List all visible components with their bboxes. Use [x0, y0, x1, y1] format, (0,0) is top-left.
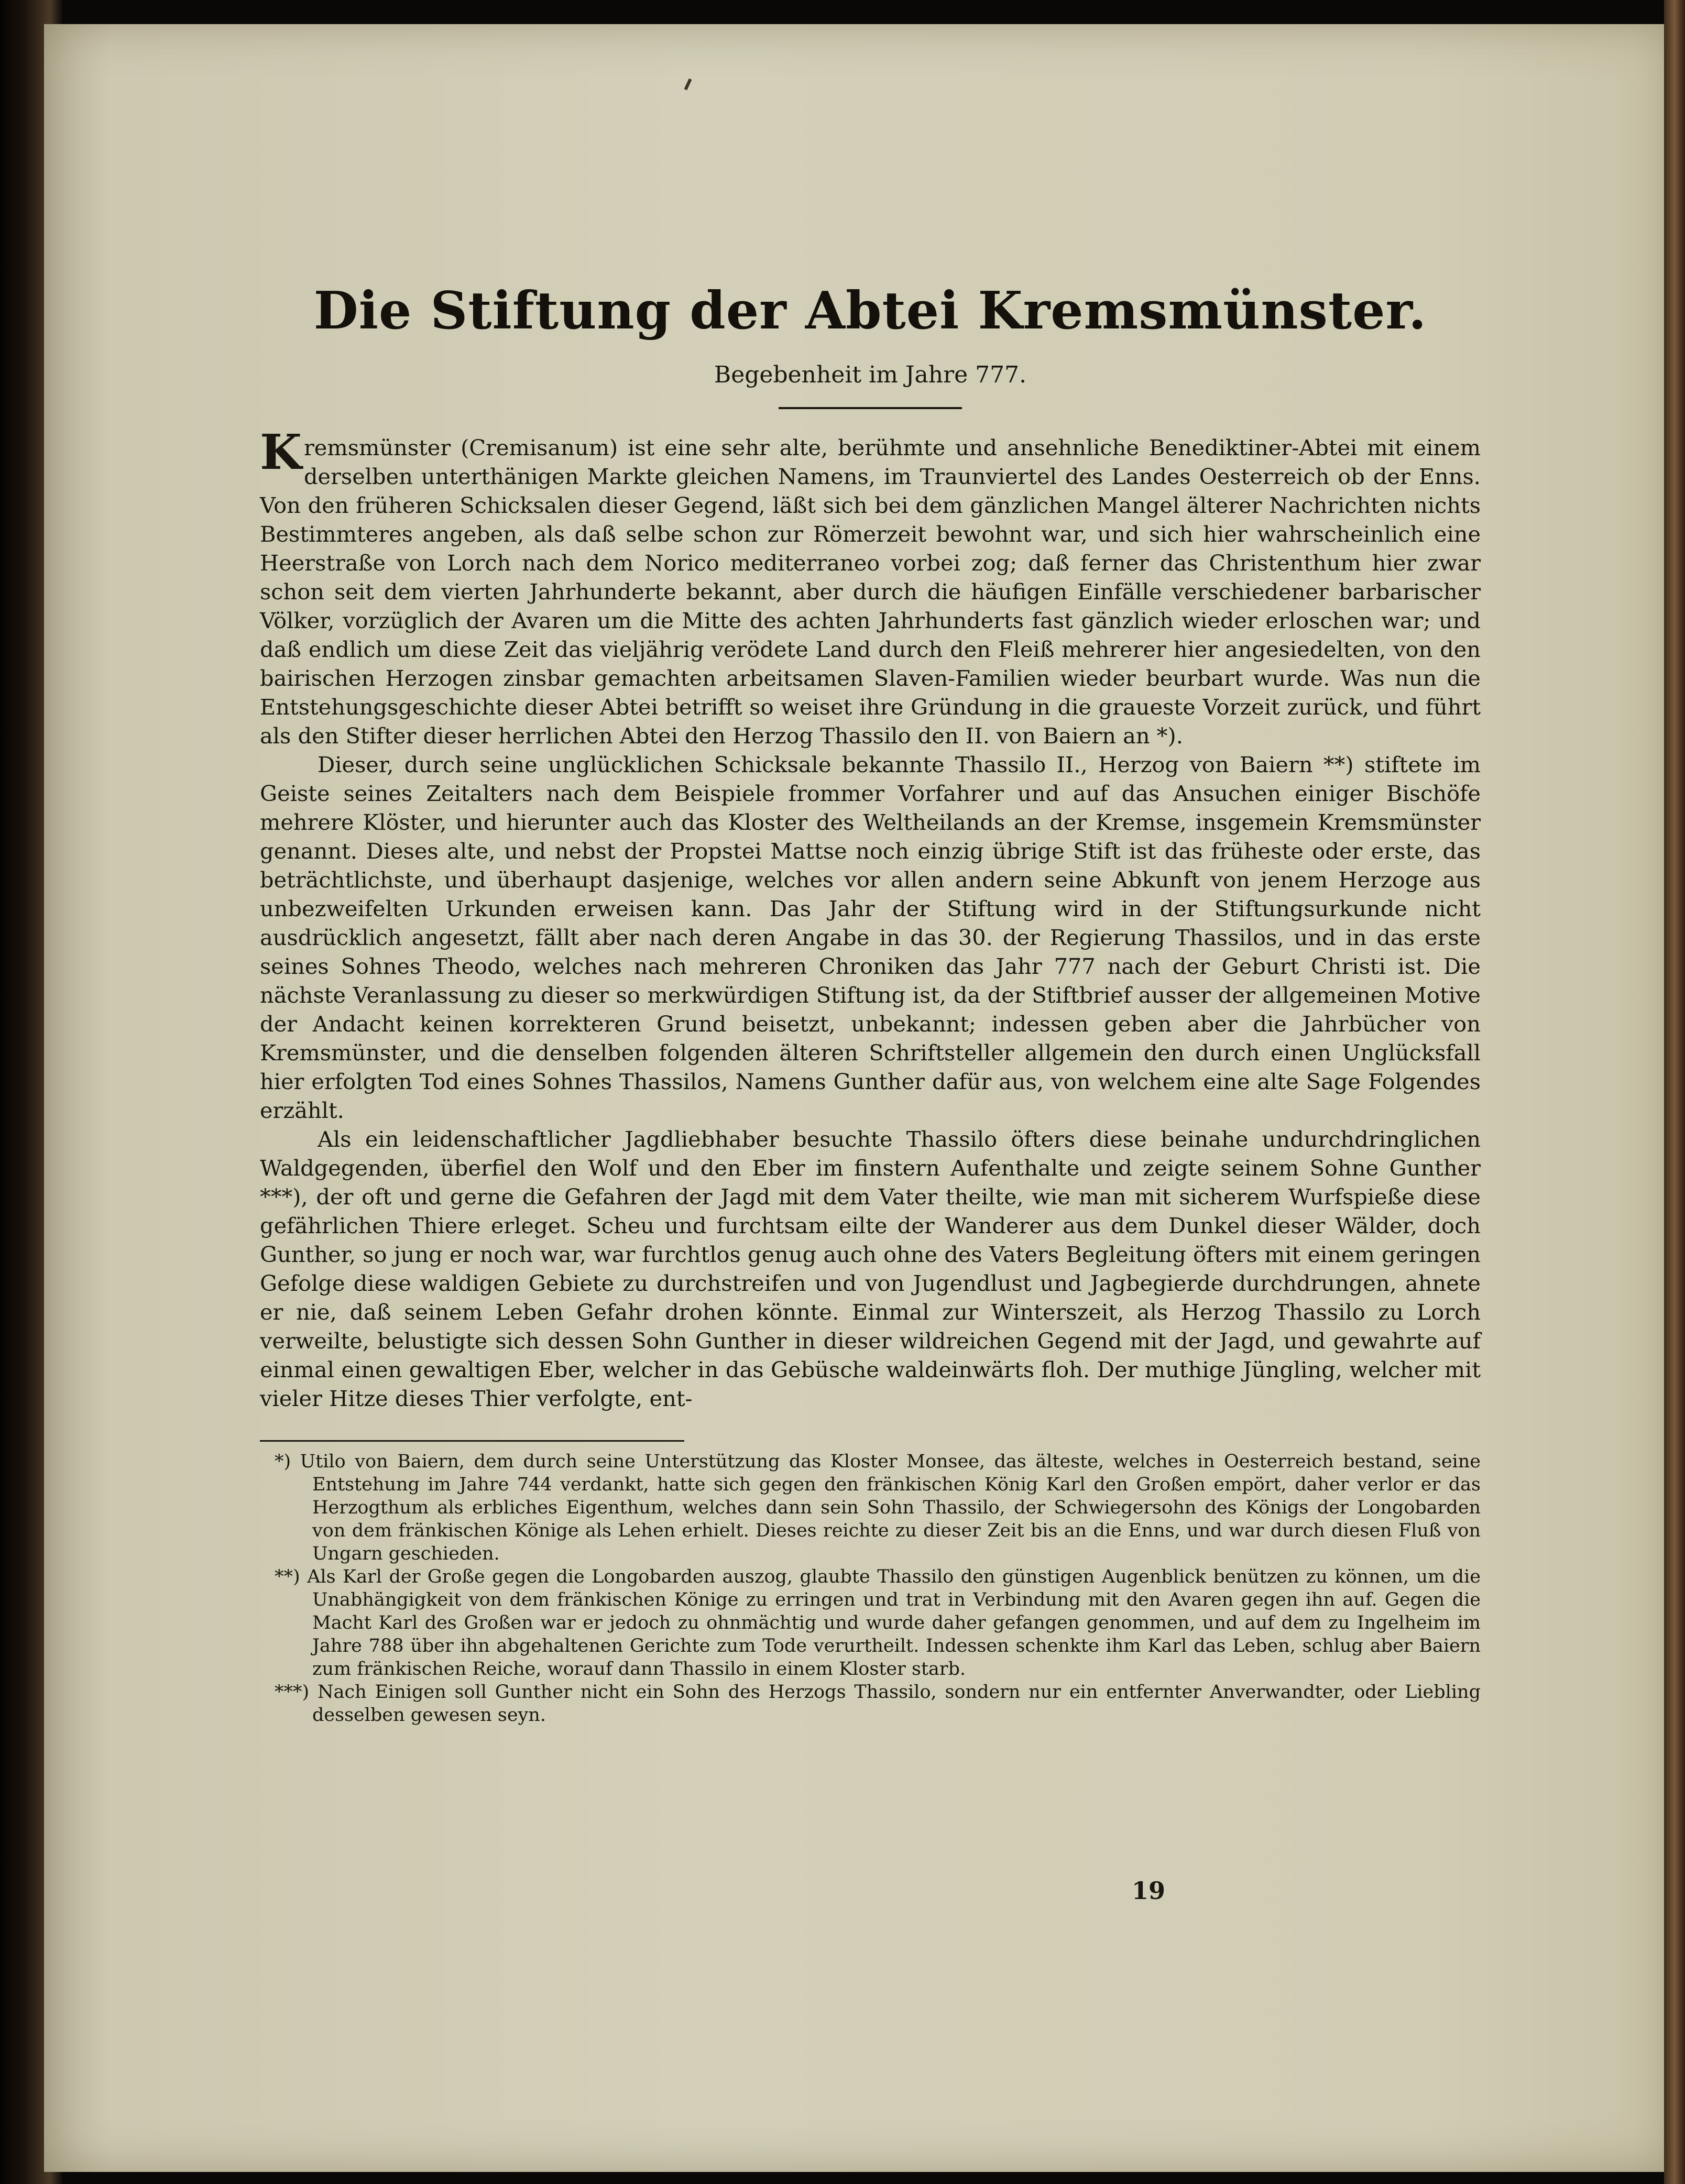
footnote-3: ***) Nach Einigen soll Gunther nicht ein Sohn des Herzogs Thassilo, sondern nur ein entfernter Anverwandter, oder Liebling desselben gewesen seyn. [275, 1681, 1481, 1726]
footnote-2: **) Als Karl der Große gegen die Longobarden auszog, glaubte Thassilo den günstigen Augenblick benützen zu können, um die Unabhängigkeit von dem fränkischen Könige zu erringen und trat in Verbindung mit den Avaren gegen ihn auf. Gegen die Macht Karl des Großen war er jedoch zu ohnmächtig und wurde daher gefangen genommen, und auf dem zu Ingelheim im Jahre 788 über ihn abgehaltenen Gerichte zum Tode verurtheilt. Indessen schenkte ihm Karl das Leben, schlug aber Baiern zum fränkischen Reiche, worauf dann Thassilo in einem Kloster starb. [275, 1566, 1481, 1680]
paragraph-2: Dieser, durch seine unglücklichen Schicksale bekannte Thassilo II., Herzog von Baiern **) stiftete im Geiste seines Zeitalters nach dem Beispiele frommer Vorfahrer und auf das Ansuchen einiger Bischöfe mehrere Klöster, und hierunter auch das Kloster des Weltheilands an der Kremse, insgemein Kremsmünster genannt. Dieses alte, und nebst der Propstei Mattse noch einzig übrige Stift ist das früheste oder erste, das beträchtlichste, und überhaupt dasjenige, welches vor allen andern seine Abkunft von jenem Herzoge aus unbezweifelten Urkunden erweisen kann. Das Jahr der Stiftung wird in der Stiftungsurkunde nicht ausdrücklich angesetzt, fällt aber nach deren Angabe in das 30. der Regierung Thassilos, und in das erste seines Sohnes Theodo, welches nach mehreren Chroniken das Jahr 777 nach der Geburt Christi ist. Die nächste Veranlassung zu dieser so merkwürdigen Stiftung ist, da der Stiftbrief ausser der allgemeinen Motive der Andacht keinen korrekteren Grund beisetzt, unbekannt; indessen geben aber die Jahrbücher von Kremsmünster, und die denselben folgenden älteren Schriftsteller allgemein den durch einen Unglücksfall hier erfolgten Tod eines Sohnes Thassilos, Namens Gunther dafür aus, von welchem eine alte Sage Folgendes erzählt. [260, 751, 1481, 1123]
paragraph-3: Als ein leidenschaftlicher Jagdliebhaber besuchte Thassilo öfters diese beinahe undurchdringlichen Waldgegenden, überfiel den Wolf und den Eber im finstern Aufenthalte und zeigte seinem Sohne Gunther ***), der oft und gerne die Gefahren der Jagd mit dem Vater theilte, wie man mit sicherem Wurfspieße diese gefährlichen Thiere erleget. Scheu und furchtsam eilte der Wanderer aus dem Dunkel dieser Wälder, doch Gunther, so jung er noch war, war furchtlos genug auch ohne des Vaters Begleitung öfters mit einem geringen Gefolge diese waldigen Gebiete zu durchstreifen und von Jugendlust und Jagbegierde durchdrungen, ahnete er nie, daß seinem Leben Gefahr drohen könnte. Einmal zur Winterszeit, als Herzog Thassilo zu Lorch verweilte, belustigte sich dessen Sohn Gunther in dieser wildreichen Gegend mit der Jagd, und gewahrte auf einmal einen gewaltigen Eber, welcher in das Gebüsche waldeinwärts floh. Der muthige Jüngling, welcher mit vieler Hitze dieses Thier verfolgte, ent- [260, 1126, 1481, 1411]
drop-cap: K [260, 423, 302, 480]
paragraph-1-text: remsmünster (Cremisanum) ist eine sehr alte, berühmte und ansehnliche Benediktiner-Abtei mit einem derselben unterthänigen Markte gleichen Namens, im Traunviertel des Landes Oesterreich ob der Enns. Von den früheren Schicksalen dieser Gegend, läßt sich bei dem gänzlichen Mangel älterer Nachrichten nichts Bestimmteres angeben, als daß selbe schon zur Römerzeit bewohnt war, und sich hier wahrscheinlich eine Heerstraße von Lorch nach dem Norico mediterraneo vorbei zog; daß ferner das Christenthum hier zwar schon seit dem vierten Jahrhunderte bekannt, aber durch die häufigen Einfälle verschiedener barbarischer Völker, vorzüglich der Avaren um die Mitte des achten Jahrhunderts fast gänzlich wieder erloschen war; und daß endlich um diese Zeit das vieljährig verödete Land durch den Fleiß mehrerer hier angesiedelten, von den bairischen Herzogen zinsbar gemachten arbeitsamen Slaven-Familien wieder beurbart wurde. Was nun die Entstehungsgeschichte dieser Abtei betrifft so weiset ihre Gründung in die graueste Vorzeit zurück, und führt als den Stifter dieser herrlichen Abtei den Herzog Thassilo den II. von Baiern an *). [260, 434, 1481, 749]
title-rule [779, 407, 962, 409]
page-title: Die Stiftung der Abtei Kremsmünster. [313, 281, 1427, 341]
text-block [260, 283, 1481, 1727]
page-number: 19 [1132, 1876, 1166, 1905]
right-page-edge [1664, 0, 1685, 2184]
paragraph-1 [260, 423, 1481, 750]
footnote-rule [260, 1440, 684, 1442]
subtitle: Begebenheit im Jahre 777. [714, 361, 1027, 388]
footnote-1: *) Utilo von Baiern, dem durch seine Unterstützung das Kloster Monsee, das älteste, welches in Oesterreich bestand, seine Entstehung im Jahre 744 verdankt, hatte sich gegen den fränkischen König Karl den Großen empört, daher verlor er das Herzogthum als erbliches Eigenthum, welches dann sein Sohn Thassilo, der Schwiegersohn des Königs der Longobarden von dem fränkischen Könige als Lehen erhielt. Dieses reichte zu dieser Zeit bis an die Enns, und war durch diesen Fluß von Ungarn geschieden. [275, 1451, 1481, 1564]
